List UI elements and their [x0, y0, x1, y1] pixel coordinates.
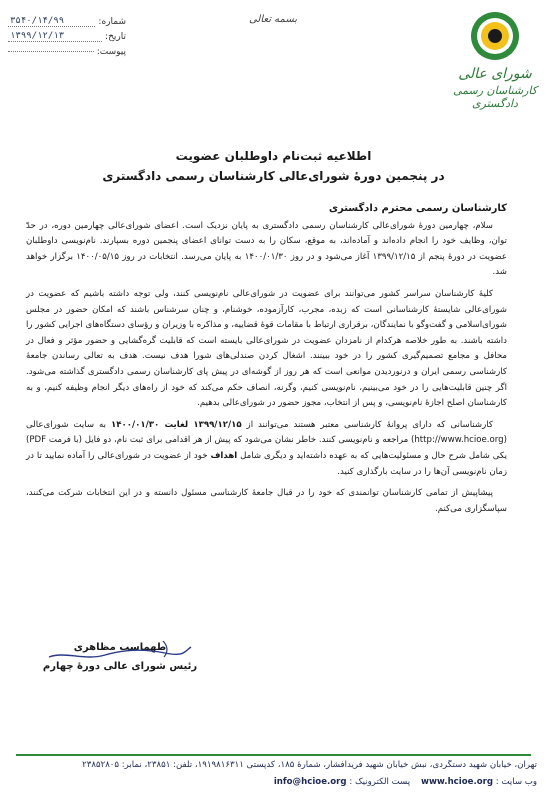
letter-number-label: شماره:	[98, 16, 126, 27]
signature-block	[40, 642, 200, 672]
announcement-title	[20, 146, 527, 186]
registration-text-3: خود از عضویت در شورای‌عالی را آماده نمایید تا در زمان نام‌نویسی آن‌ها را در سایت بارگذاری کنید.	[26, 450, 507, 477]
bismillah-heading: بسمه تعالی	[248, 14, 298, 25]
footer-divider	[16, 754, 531, 756]
letter-number-row	[8, 14, 126, 29]
letter-body	[26, 201, 507, 523]
paragraph-intro: سلام، چهارمین دورهٔ شورای‌عالی کارشناسان رسمی دادگستری به پایان نزدیک است. اعضای شورای‌عالی چهارمین دوره، در حدّ توان، وظایف خود را انجام داده‌اند و آماده‌اند، به موقع، سکان را به دست توانای اعضای پنجمین دوره بسپارند. نام‌نویسی داوطلبان عضویت در دورهٔ پنجم از ۱۳۹۹/۱۲/۱۵ آغاز می‌شود و در روز ۱۴۰۰/۰۱/۳۰ به پایان می‌رسد. انتخابات در روز ۱۴۰۰/۰۵/۱۵ برگزار خواهد شد.	[26, 220, 508, 278]
footer-address: تهران، خیابان شهید دستگردی، نبش خیابان شهید فریدافشار، شمارهٔ ۱۸۵، کدپستی ۱۹۱۹۸۱۶۳۱۱، تلفن: ۲۳۸۵۱، نمابر: ۲۳۸۵۲۸۰۵	[82, 760, 537, 770]
letter-date-row	[8, 29, 126, 44]
email-link[interactable]: info@hcioe.org	[273, 777, 347, 787]
paragraph-thanks: پیشاپیش از تمامی کارشناسان توانمندی که خود را در قبال جامعهٔ کارشناسی مسئول دانسته و در این انتخابات شرکت می‌کنند، سپاسگزاری می‌کنم.	[26, 488, 507, 514]
registration-text-2: به سایت شورای‌عالی (http://www.hcioe.org) مراجعه و نام‌نویسی کنند. خاطر نشان می‌شود که پیش از هر اقدامی برای ثبت نام، دو فایل (با فرمت PDF) یکی شامل شرح حال و مسئولیت‌هایی که به عهده داشته‌اید و دیگری شامل	[26, 419, 508, 461]
announcement-title-line2: در پنجمین دورهٔ شورای‌عالی کارشناسان رسمی دادگستری	[102, 169, 445, 183]
salutation: کارشناسان رسمی محترم دادگستری	[328, 203, 507, 214]
letter-date-label: تاریخ:	[105, 31, 126, 42]
letter-meta	[8, 14, 126, 59]
website-link[interactable]: www.hcioe.org	[421, 777, 494, 787]
registration-goals-word: اهداف	[210, 450, 238, 461]
letter-attachment-label: پیوست:	[96, 46, 126, 57]
organization-logo	[451, 10, 539, 110]
website-label: وب سایت :	[495, 777, 537, 787]
letter-number-value: ۳۵۴۰/۱۴/۹۹	[8, 16, 95, 27]
logo-subtitle: کارشناسان رسمی دادگستری	[453, 84, 537, 110]
registration-dates: ۱۳۹۹/۱۲/۱۵ لغایت ۱۴۰۰/۰۱/۳۰	[110, 419, 242, 430]
letter-date-value: ۱۳۹۹/۱۲/۱۳	[8, 31, 102, 42]
signatory-name: طهماسب مظاهری	[73, 642, 167, 653]
letter-attachment-row	[8, 44, 126, 59]
paragraph-eligibility: کلیهٔ کارشناسان سراسر کشور می‌توانند برای عضویت در شورای‌عالی نام‌نویسی کنند، ولی توجه داشته باشیم که عضویت در شورای‌عالی شایستهٔ کارشناسانی است که زبده، مجرب، کارآزموده، خوشنام، و چنان سرشناس باشند که امکان حضور در مجلس شورای‌اسلامی و گفت‌وگو با نمایندگان، برقراری ارتباط با مقامات قوهٔ قضاییه، و مذاکره با وزیران و رؤسای دستگاه‌های اجرایی کشور را داشته باشند. به طور خلاصه هرکدام از نامزدان عضویت در شورای‌عالی بایسته است که قابلیت گره‌گشایی و حضور مؤثر و فعال در محافل و مجامع تصمیم‌گیری کشور را در خود ببینند. اشغال کردن صندلی‌های شورا هدف نیست. هدف به تعالی رساندن جامعهٔ کارشناسی رسمی ایران و درنوردیدن موانعی است که هر روز از گوشه‌ای در پیش پای کارشناسان رسمی دادگستری گذاشته می‌شود. اگر چنین قابلیت‌هایی را در خود می‌بینیم، نام‌نویسی کنیم، وگرنه، انصاف حکم می‌کند که خود از راه‌های دیگر انجام وظیفه کنیم، و به کارشناسان اصلح اجازهٔ نام‌نویسی، و پس از انتخاب، مجوز حضور در شورای‌عالی بدهیم.	[26, 288, 507, 409]
email-label: پست الکترونیک :	[349, 777, 411, 787]
paragraph-registration	[26, 418, 507, 480]
scales-emblem-icon	[469, 10, 521, 62]
announcement-title-line1: اطلاعیه ثبت‌نام داوطلبان عضویت	[175, 149, 372, 163]
signatory-title: رئیس شورای عالی دورهٔ چهارم	[42, 661, 198, 672]
letter-attachment-value	[8, 51, 94, 52]
registration-text-1: کارشناسانی که دارای پروانهٔ کارشناسی معتبر هستند می‌توانند از	[246, 419, 493, 430]
footer-contact	[10, 777, 537, 787]
logo-title: شورای عالی	[458, 66, 532, 82]
